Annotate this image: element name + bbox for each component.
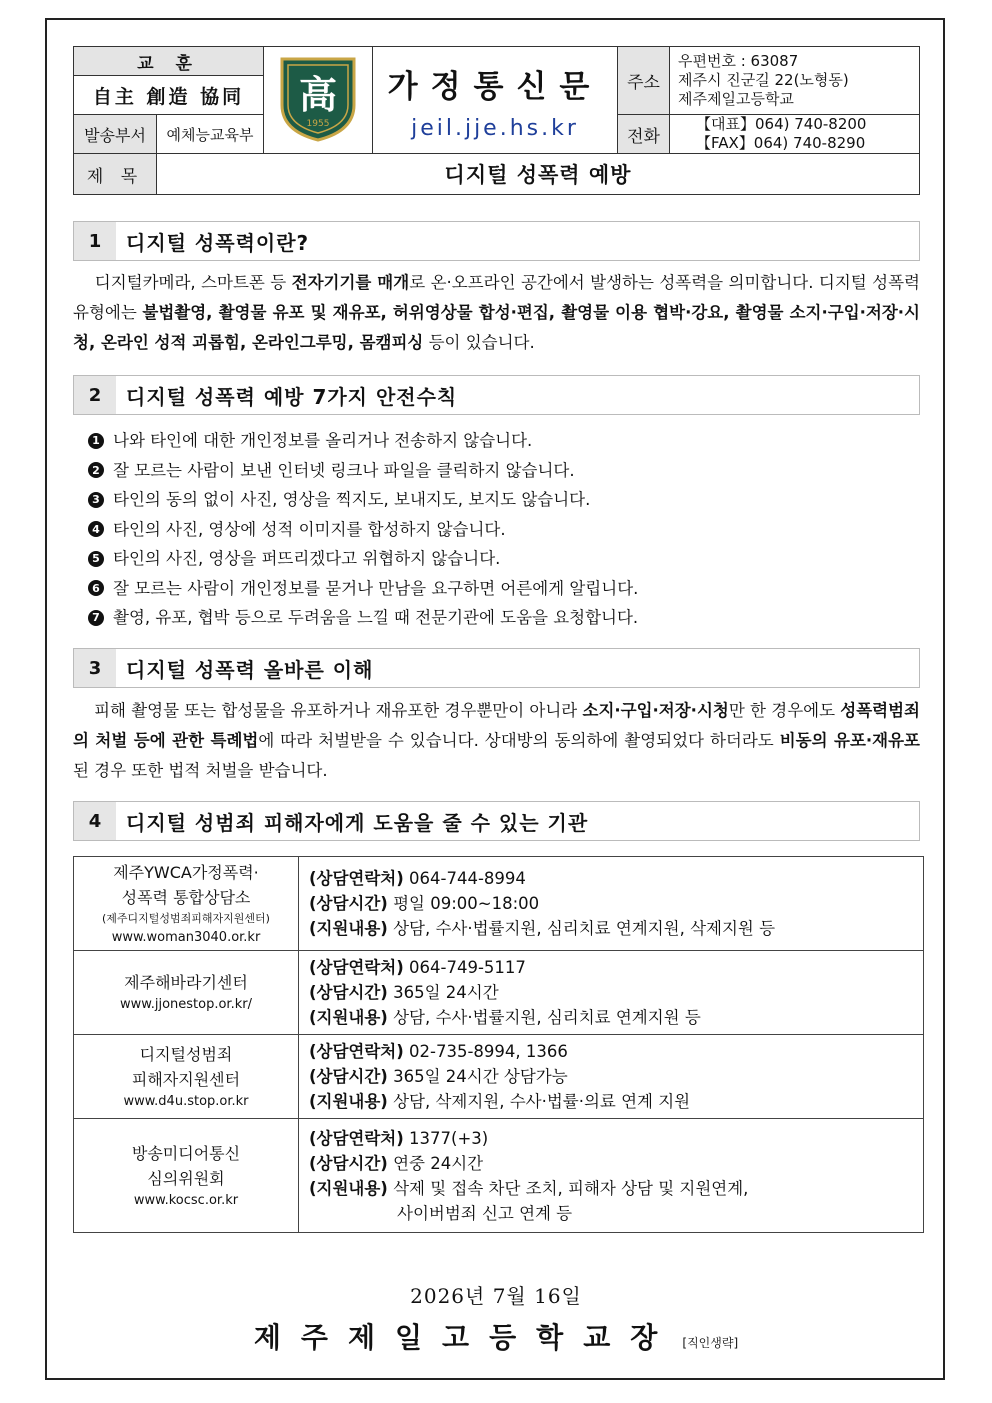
number-badge-icon: 7	[88, 610, 104, 626]
phone-label: 전화	[618, 115, 670, 154]
document-title: 가정통신문	[387, 69, 603, 105]
org-name: 제주해바라기센터	[124, 973, 248, 992]
emphasis: 불법촬영, 촬영물 유포 및 재유포, 허위영상물 합성·편집, 촬영물 이용 협박·강요, 촬영물 소지·구입·저장·시청, 온라인 성적 괴롭힘, 온라인그루밍, 몸캠피싱	[73, 303, 920, 352]
org-detail-cell	[299, 951, 924, 1035]
school-emblem-icon	[274, 53, 362, 143]
rule-text: 타인의 사진, 영상에 성적 이미지를 합성하지 않습니다.	[113, 519, 506, 539]
support-value-cont: 사이버범죄 신고 연계 등	[397, 1203, 573, 1223]
text: 만 한 경우에도	[728, 701, 841, 720]
fax-number: 【FAX】064) 740-8290	[696, 134, 866, 152]
rule-text: 촬영, 유포, 협박 등으로 두려움을 느낄 때 전문기관에 도움을 요청합니다.	[113, 608, 639, 627]
section-number: 1	[74, 222, 116, 260]
support-value: 상담, 수사·법률지원, 심리치료 연계지원 등	[393, 1008, 701, 1027]
org-name: 제주YWCA가정폭력·	[113, 862, 259, 882]
logo-year: 1955	[306, 119, 330, 129]
list-item	[88, 426, 918, 456]
title-cell	[373, 47, 618, 154]
number-badge-icon: 4	[88, 521, 104, 537]
contact-value: 064-749-5117	[409, 958, 526, 977]
subject: 디지털 성폭력 예방	[157, 154, 920, 195]
emphasis: 전자기기를 매개	[291, 273, 410, 292]
contact-label: (상담연락처)	[309, 869, 404, 888]
hours-value: 연중 24시간	[393, 1153, 484, 1173]
table-row	[74, 857, 924, 951]
section-title: 디지털 성범죄 피해자에게 도움을 줄 수 있는 기관	[126, 810, 589, 835]
seal-omitted-note: [직인생략]	[682, 1336, 739, 1350]
org-name: 피해자지원센터	[131, 1069, 241, 1089]
emphasis: 소지·구입·저장·시청	[582, 701, 729, 720]
school-logo	[264, 47, 373, 154]
section-3-heading	[73, 648, 920, 688]
org-name: 방송미디어통신	[131, 1143, 241, 1163]
org-detail-cell	[299, 1119, 924, 1233]
contact-label: (상담연락처)	[309, 958, 404, 977]
section-number: 3	[74, 649, 116, 687]
org-name-cell	[74, 951, 299, 1035]
list-item	[88, 515, 918, 545]
issue-date: 2026년 7월 16일	[410, 1284, 582, 1308]
org-subname: (제주디지털성범죄피해자지원센터)	[102, 911, 270, 925]
motto-title: 교 훈	[74, 47, 264, 76]
section-2-heading	[73, 375, 920, 415]
hours-value: 365일 24시간	[393, 983, 499, 1002]
list-item	[88, 456, 918, 486]
section-title: 디지털 성폭력이란?	[126, 230, 310, 255]
rule-text: 나와 타인에 대한 개인정보를 올리거나 전송하지 않습니다.	[113, 431, 533, 450]
main-phone: 【대표】064) 740-8200	[696, 115, 867, 133]
contact-value: 1377(+3)	[409, 1128, 489, 1148]
section-number: 4	[74, 802, 116, 840]
list-item	[88, 574, 918, 604]
text: 등이 있습니다.	[423, 333, 535, 352]
text: 에 따라 처벌받을 수 있습니다. 상대방의 동의하에 촬영되었다 하더라도	[258, 731, 780, 750]
number-badge-icon: 5	[88, 551, 104, 567]
org-name: 성폭력 통합상담소	[121, 887, 251, 907]
phone-numbers	[670, 115, 920, 154]
org-url[interactable]: www.jjonestop.or.kr/	[120, 997, 252, 1012]
safety-rules-list	[88, 426, 918, 633]
emphasis: 성폭력범죄의 처벌 등에 관한 특례법	[73, 701, 920, 750]
header-table	[73, 46, 920, 195]
support-value: 삭제 및 접속 차단 조치, 피해자 상담 및 지원연계,	[393, 1178, 749, 1198]
number-badge-icon: 2	[88, 462, 104, 478]
hours-label: (상담시간)	[309, 894, 388, 913]
section-3-text	[73, 696, 920, 786]
dept-value: 예체능교육부	[157, 115, 264, 154]
text: 디지털카메라, 스마트폰 등	[94, 273, 292, 292]
org-url[interactable]: www.kocsc.or.kr	[133, 1192, 239, 1208]
org-url[interactable]: www.woman3040.or.kr	[111, 929, 261, 945]
subject-label: 제 목	[74, 154, 157, 195]
school-motto: 自主 創造 協同	[74, 76, 264, 115]
contact-label: (상담연락처)	[309, 1128, 404, 1148]
text: 로 온·오프라인 공간에서 발생하는 성폭력을 의미합니다. 디지털 성폭력 유형에는	[73, 273, 920, 322]
address	[670, 47, 920, 115]
org-name: 디지털성범죄	[139, 1044, 233, 1064]
org-name: 심의위원회	[147, 1168, 225, 1188]
hours-label: (상담시간)	[309, 983, 388, 1002]
street-address: 제주시 진군길 22(노형동)	[678, 71, 849, 89]
support-orgs-table	[73, 856, 924, 1233]
section-title: 디지털 성폭력 올바른 이해	[126, 657, 374, 682]
address-label: 주소	[618, 47, 670, 115]
hours-label: (상담시간)	[309, 1067, 388, 1086]
section-1-text	[73, 268, 920, 358]
support-label: (지원내용)	[309, 1092, 388, 1111]
support-value: 상담, 삭제지원, 수사·법률·의료 연계 지원	[393, 1092, 691, 1111]
school-name: 제주제일고등학교	[678, 90, 794, 108]
hours-label: (상담시간)	[309, 1153, 388, 1173]
signature-line	[0, 1316, 992, 1356]
number-badge-icon: 3	[88, 492, 104, 508]
org-url[interactable]: www.d4u.stop.or.kr	[123, 1093, 249, 1109]
postal-code: 우편번호 : 63087	[678, 52, 799, 70]
org-name-cell	[74, 857, 299, 951]
list-item	[88, 485, 918, 515]
contact-value: 064-744-8994	[409, 869, 526, 888]
dept-label: 발송부서	[74, 115, 157, 154]
contact-label: (상담연락처)	[309, 1042, 404, 1061]
principal-title: 제주제일고등학교장	[253, 1321, 678, 1354]
rule-text: 잘 모르는 사람이 보낸 인터넷 링크나 파일을 클릭하지 않습니다.	[113, 460, 575, 480]
support-label: (지원내용)	[309, 1178, 388, 1198]
section-4-heading	[73, 801, 920, 841]
section-1-heading	[73, 221, 920, 261]
support-label: (지원내용)	[309, 919, 388, 938]
table-row	[74, 1035, 924, 1119]
org-name-cell	[74, 1119, 299, 1233]
table-row	[74, 1119, 924, 1233]
list-item	[88, 603, 918, 633]
section-number: 2	[74, 376, 116, 414]
rule-text: 잘 모르는 사람이 개인정보를 묻거나 만남을 요구하면 어른에게 알립니다.	[113, 578, 639, 598]
list-item	[88, 544, 918, 574]
support-label: (지원내용)	[309, 1008, 388, 1027]
rule-text: 타인의 사진, 영상을 퍼뜨리겠다고 위협하지 않습니다.	[113, 549, 501, 568]
svg-text:高: 高	[298, 72, 338, 117]
support-value: 상담, 수사·법률지원, 심리치료 연계지원, 삭제지원 등	[393, 919, 776, 938]
org-detail-cell	[299, 857, 924, 951]
number-badge-icon: 1	[88, 433, 104, 449]
org-detail-cell	[299, 1035, 924, 1119]
org-name-cell	[74, 1035, 299, 1119]
section-title: 디지털 성폭력 예방 7가지 안전수칙	[126, 384, 458, 409]
hours-value: 평일 09:00~18:00	[393, 894, 540, 913]
text: 된 경우 또한 법적 처벌을 받습니다.	[73, 761, 328, 780]
number-badge-icon: 6	[88, 580, 104, 596]
hours-value: 365일 24시간 상담가능	[393, 1067, 568, 1086]
text: 피해 촬영물 또는 합성물을 유포하거나 재유포한 경우뿐만이 아니라	[94, 701, 583, 720]
contact-value: 02-735-8994, 1366	[409, 1042, 568, 1061]
rule-text: 타인의 동의 없이 사진, 영상을 찍지도, 보내지도, 보지도 않습니다.	[113, 490, 591, 509]
table-row	[74, 951, 924, 1035]
school-url[interactable]: jeil.jje.hs.kr	[411, 116, 579, 141]
emphasis: 비동의 유포·재유포	[779, 731, 920, 750]
